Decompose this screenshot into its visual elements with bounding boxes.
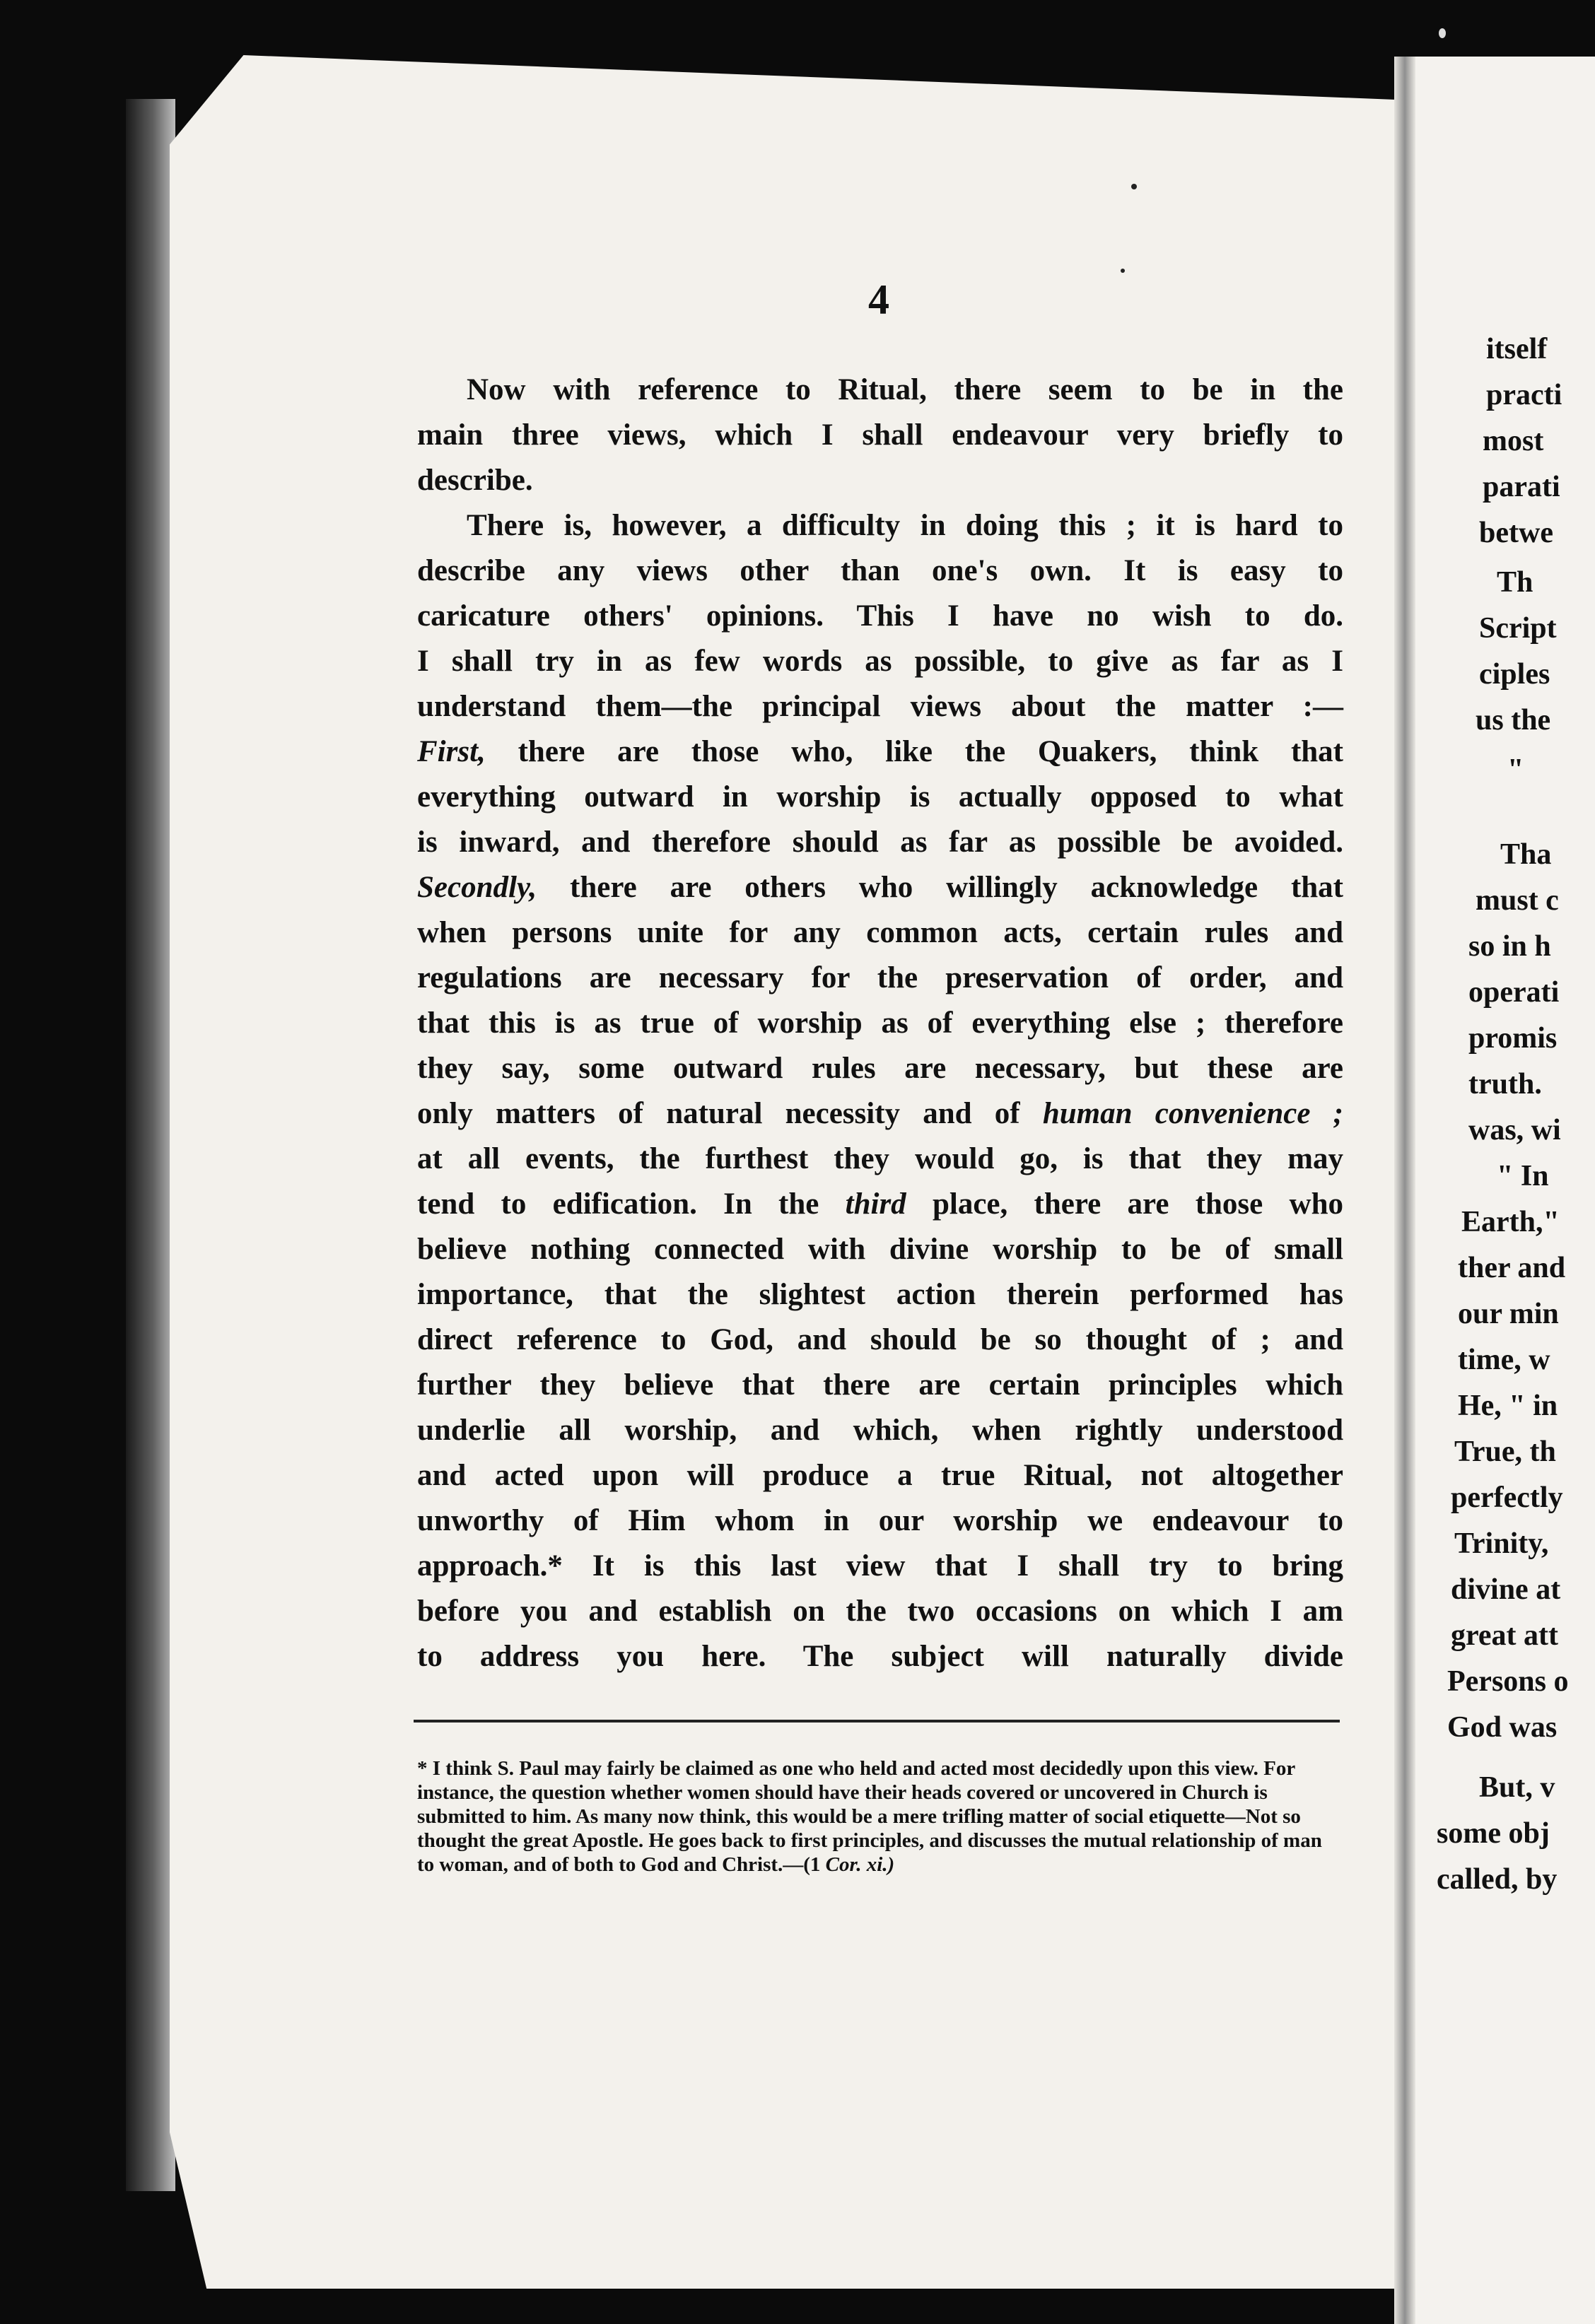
right-page-line: Script [1479,612,1557,645]
text-line: caricature others' opinions. This I have no wish to do. [417,599,1343,633]
right-page-line: betwe [1479,517,1553,549]
footnote-text: * I think S. Paul may fairly be claimed as one who held and acted most decidedly upon this view. For instance, the question whether women should have their heads covered or uncovered in Church is submitted to him. As many now think, this would be a mere trifling matter of social etiquette—Not so thought the great Apostle. He goes back to first principles, and discusses the mutual relationship of man to woman, and of both to God and Christ.—(1 [417,1757,1322,1876]
right-page-line: practi [1486,379,1562,411]
text-line: Now with reference to Ritual, there seem to be in the [467,373,1343,406]
text-line: direct reference to God, and should be so thought of ; and [417,1323,1343,1356]
right-page-line: Earth," [1461,1206,1560,1238]
italic-secondly: Secondly, [417,871,537,904]
right-page-line: God was [1447,1711,1558,1744]
text-line: when persons unite for any common acts, certain rules and [417,916,1343,949]
right-page-line: ther and [1458,1252,1566,1284]
right-page-line: truth. [1468,1068,1542,1101]
text-span: there are others who willingly acknowledge that [537,871,1343,904]
right-page-line: great att [1451,1619,1558,1652]
text-line: describe. [417,464,533,497]
page-number: 4 [868,276,889,323]
text-line: that this is as true of worship as of everything else ; therefore [417,1007,1343,1040]
right-page-line: Persons o [1447,1665,1569,1698]
text-line: before you and establish on the two occasions on which I am [417,1595,1343,1628]
right-page-line: Trinity, [1454,1527,1549,1560]
text-line [417,865,1343,910]
text-line: at all events, the furthest they would go, is that they may [417,1142,1343,1175]
ink-speck [1439,28,1446,38]
text-line: main three views, which I shall endeavour very briefly to [417,418,1343,452]
right-page [1415,57,1595,2324]
ink-speck [1121,269,1125,273]
right-page-line: operati [1468,976,1560,1009]
text-line: is inward, and therefore should as far as possible be avoided. [417,826,1343,859]
ink-speck [1131,184,1137,189]
italic-third: third [845,1187,906,1221]
italic-human-convenience: human convenience ; [1042,1097,1344,1130]
text-span: tend to edification. In the [417,1187,846,1221]
text-line [417,729,1343,775]
right-page-line: must c [1476,884,1559,917]
right-page-line: perfectly [1451,1481,1563,1514]
page-edge-shadow [126,99,175,2191]
right-page-line: Tha [1500,838,1552,871]
footnote-citation: Cor. xi.) [825,1853,895,1876]
text-line: and acted upon will produce a true Ritual, not altogether [417,1459,1343,1492]
text-line: unworthy of Him whom in our worship we endeavour to [417,1504,1343,1537]
text-line: approach.* It is this last view that I shall try to bring [417,1549,1343,1583]
italic-first: First, [417,735,486,768]
text-line: underlie all worship, and which, when rightly understood [417,1414,1343,1447]
right-page-line: most [1483,425,1544,457]
right-page-line: us the [1476,704,1551,736]
text-line: everything outward in worship is actually opposed to what [417,780,1343,814]
right-page-line: itself [1486,333,1548,365]
right-page-line: promis [1468,1022,1558,1055]
right-page-line: Th [1497,566,1533,599]
text-line: understand them—the principal views about the matter :— [417,690,1343,723]
right-page-line: " In [1497,1160,1549,1192]
text-line: further they believe that there are certain principles which [417,1368,1343,1402]
right-page-line: called, by [1437,1863,1558,1896]
text-line: regulations are necessary for the preservation of order, and [417,961,1343,994]
text-line: importance, that the slightest action therein performed has [417,1278,1343,1311]
text-span: there are those who, like the Quakers, think that [485,735,1343,768]
right-page-line: was, wi [1468,1114,1561,1146]
body-text [417,368,1343,1679]
text-line [417,1091,1343,1137]
right-page-line: ciples [1479,658,1550,691]
text-span: only matters of natural necessity and of [417,1097,1043,1130]
right-page-line: divine at [1451,1573,1561,1606]
book-gutter [1394,57,1415,2324]
text-line: There is, however, a difficulty in doing this ; it is hard to [467,509,1343,542]
right-page-line: so in h [1468,930,1551,963]
footnote [417,1756,1343,1877]
text-span: place, there are those who [906,1187,1343,1221]
right-page-line: parati [1483,471,1560,503]
right-page-line: " [1507,753,1524,786]
right-page-line: some obj [1437,1817,1550,1850]
text-line: they say, some outward rules are necessary, but these are [417,1052,1343,1085]
right-page-line: But, v [1479,1771,1555,1804]
text-line: describe any views other than one's own. It is easy to [417,554,1343,587]
right-page-line: our min [1458,1298,1559,1330]
text-line: believe nothing connected with divine worship to be of small [417,1233,1343,1266]
text-line: to address you here. The subject will naturally divide [417,1640,1343,1673]
right-page-line: True, th [1454,1436,1556,1468]
footnote-rule [414,1720,1340,1723]
text-line: I shall try in as few words as possible, to give as far as I [417,645,1343,678]
right-page-line: time, w [1458,1344,1550,1376]
right-page-line: He, " in [1458,1390,1558,1422]
text-line [417,1182,1343,1227]
